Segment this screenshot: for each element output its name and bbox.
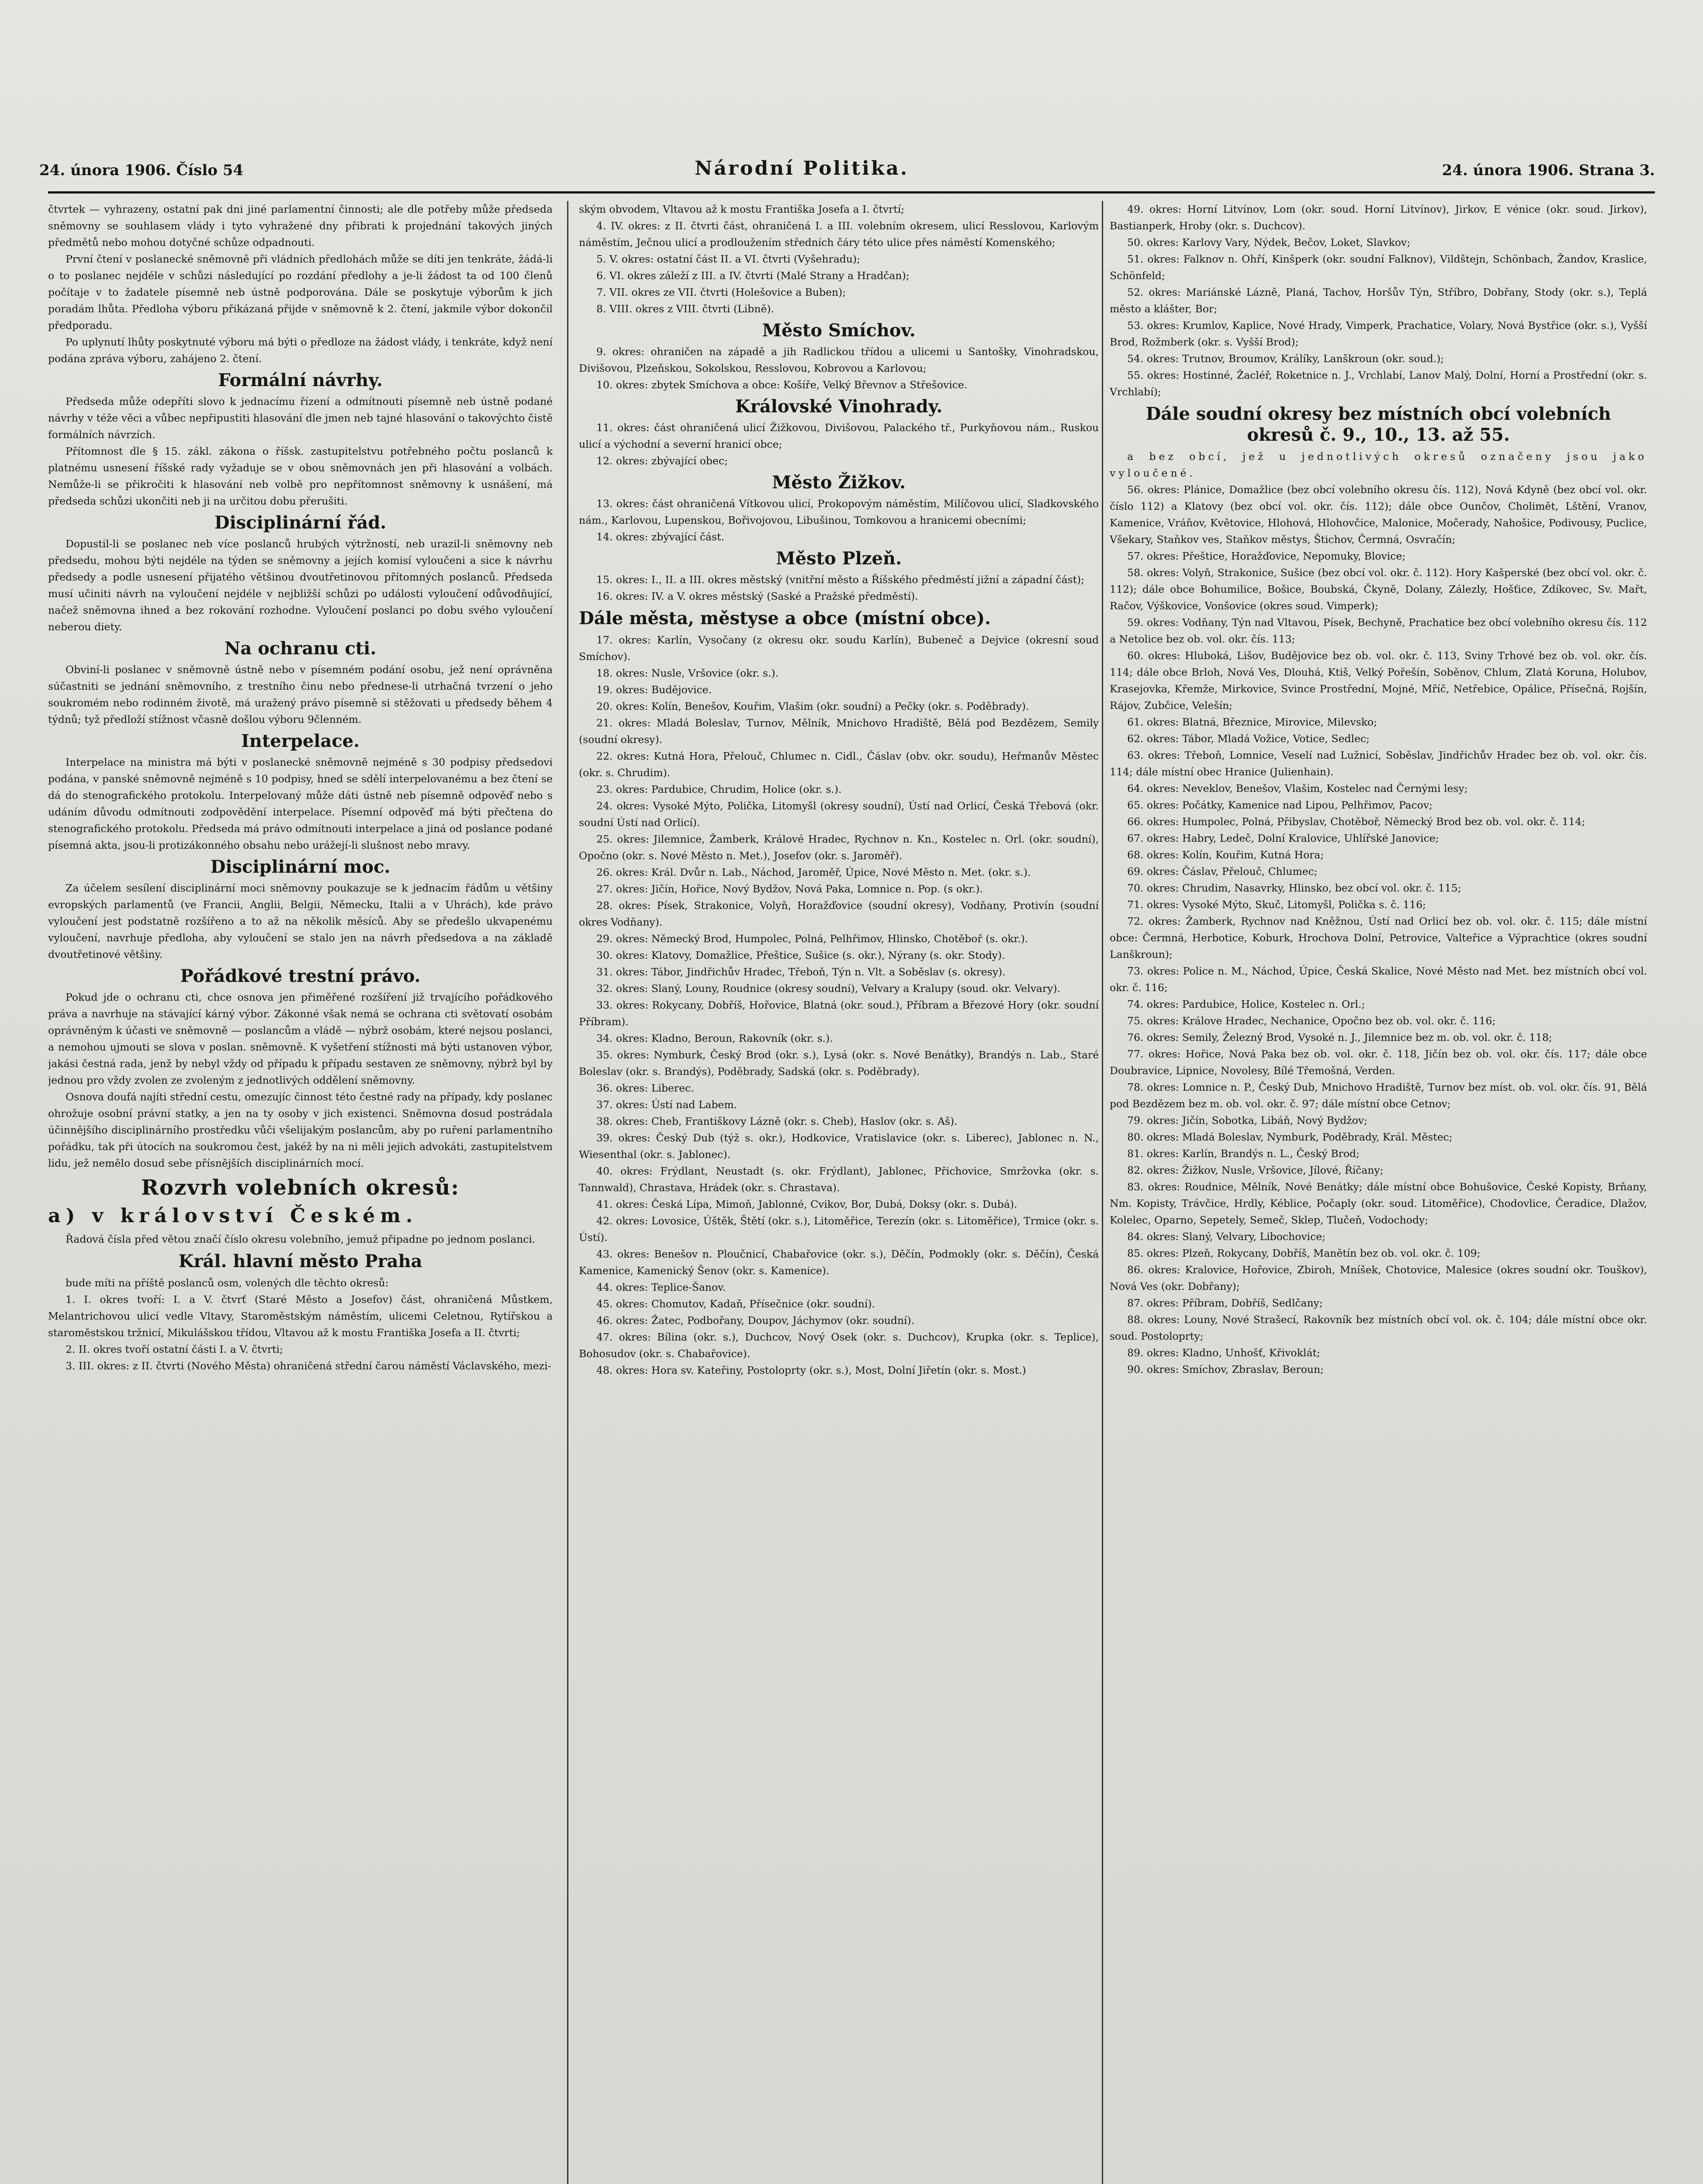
paragraph: 17. okres: Karlín, Vysočany (z okresu okr. soudu Karlín), Bubeneč a Dejvice (okresní soud Smíchov). (579, 634, 1099, 663)
paragraph: 12. okres: zbývající obec; (596, 455, 728, 467)
paragraph: 39. okres: Český Dub (týž s. okr.), Hodkovice, Vratislavice (okr. s. Liberec), Jablonec n. N., Wiesenthal (okr. s. Jablonec). (579, 1132, 1099, 1161)
section-heading: Město Žižkov. (772, 472, 906, 493)
paragraph: Obviní-li poslanec v sněmovně ústně nebo v písemném podání osobu, jež není oprávněna súčastniti se jednání sněmovního, z trestního činu nebo přednese-li utrhačná tvrzení o jeho soukromém nebo rodinném životě, má uražený právo písemně si stěžovati u předsedy během 4 týdnů; tyž předloží stížnost včasně došlou výboru 9členném. (48, 663, 553, 726)
paragraph: 3. III. okres: z II. čtvrti (Nového Města) ohraničená střední čarou náměstí Václavského, mezi- (66, 1360, 551, 1372)
paragraph: Pokud jde o ochranu cti, chce osnova jen přiměřené rozšíření již trvajícího pořádkového práva a navrhuje na stávající kárný výbor. Zákonné však nemá se ochrana cti světovatí osobám oprávněným k účasti ve sněmovně — poslancům a vládě — nýbrž osobám, které nejsou poslanci, a nemohou ujmouti se slova v poslan. sněmovně. K vyšetření stížnosti má býti ustanoven výbor, jakási čestná rada, jenž by nebyl vždy od případu k případu sestaven ze sněmovny, nýbrž byl by jednou pro vždy zvolen ze zvoleným z jednotlivých oddělení sněmovny. (48, 991, 553, 1086)
paragraph: 78. okres: Lomnice n. P., Český Dub, Mnichovo Hradiště, Turnov bez míst. ob. vol. okr. čís. 91, Bělá pod Bezdězem bez m. ob. vol. okr. č. 97; dále místní obce Cetnov; (1110, 1081, 1647, 1110)
paragraph: 23. okres: Pardubice, Chrudim, Holice (okr. s.). (596, 783, 842, 795)
paragraph: 49. okres: Horní Litvínov, Lom (okr. soud. Horní Litvínov), Jirkov, E vénice (okr. soud. Jirkov), Bastianperk, Hroby (okr. s. Duchcov). (1110, 203, 1647, 232)
paragraph: 20. okres: Kolín, Benešov, Kouřim, Vlašim (okr. soudní) a Pečky (okr. s. Poděbrady). (596, 700, 1029, 712)
paragraph: 47. okres: Bílina (okr. s.), Duchcov, Nový Osek (okr. s. Duchcov), Krupka (okr. s. Teplice), Bohosudov (okr. s. Chabařovice). (579, 1331, 1099, 1360)
paragraph: 64. okres: Neveklov, Benešov, Vlašim, Kostelec nad Černými lesy; (1127, 782, 1468, 795)
paragraph: 87. okres: Příbram, Dobříš, Sedlčany; (1127, 1297, 1323, 1309)
paragraph-spaced: a bez obcí, jež u jednotlivých okresů označeny jsou jako vyloučené. (1110, 450, 1647, 479)
paragraph: 8. VIII. okres z VIII. čtvrti (Libně). (596, 303, 774, 315)
section-heading: Disciplinární řád. (214, 512, 387, 533)
paragraph: 68. okres: Kolín, Kouřim, Kutná Hora; (1127, 849, 1324, 861)
paragraph: Předseda může odepříti slovo k jednacímu řízení a odmítnouti písemně neb ústně podané návrhy v téže věci a vůbec nepřipustiti hlasování dle jmen neb tajné hlasování o takovýchto čistě formálních návrzích. (48, 395, 553, 441)
paragraph: 85. okres: Plzeň, Rokycany, Dobříš, Manětín bez ob. vol. okr. č. 109; (1127, 1247, 1481, 1259)
paragraph: Osnova doufá najíti střední cestu, omezujíc činnost této čestné rady na případy, kdy poslanec ohrožuje osobní právní statky, a jen na ty osoby v jich existenci. Sněmovna dosud postrádala účinnějšího disciplinárního prostředku vůči všelijakým poslancům, aby po ruření parlamentního pořádku, tak při útocích na soukromou čest, jakéž by na ni měli jejich advokáti, zastupitelstvem lidu, jež nemělo dosud sebe přísnějších disciplinárních mocí. (48, 1091, 553, 1169)
paragraph: 84. okres: Slaný, Velvary, Libochovice; (1127, 1230, 1326, 1243)
paragraph: 65. okres: Počátky, Kamenice nad Lipou, Pelhřimov, Pacov; (1127, 799, 1433, 811)
paragraph: 53. okres: Krumlov, Kaplice, Nové Hrady, Vimperk, Prachatice, Volary, Nová Bystřice (okr. s.), Vyšší Brod, Rožmberk (okr. s. Vyšší Brod); (1110, 319, 1647, 348)
paragraph: 40. okres: Frýdlant, Neustadt (s. okr. Frýdlant), Jablonec, Přichovice, Smržovka (okr. s. Tannwald), Chrastava, Hrádek (okr. s. Chrastava). (579, 1165, 1099, 1194)
paragraph: 48. okres: Hora sv. Kateřiny, Postoloprty (okr. s.), Most, Dolní Jiřetín (okr. s. Most.) (596, 1364, 1026, 1376)
paragraph: 89. okres: Kladno, Unhošť, Křivoklát; (1127, 1347, 1320, 1359)
paragraph: 2. II. okres tvoří ostatní části I. a V. čtvrti; (66, 1343, 283, 1355)
paragraph: 35. okres: Nymburk, Český Brod (okr. s.), Lysá (okr. s. Nové Benátky), Brandýs n. Lab., Staré Boleslav (okr. s. Brandýs), Poděbrady, Sadská (okr. s. Poděbrady). (579, 1049, 1099, 1078)
paragraph: 57. okres: Přeštice, Horažďovice, Nepomuky, Blovice; (1127, 550, 1406, 562)
paragraph: 5. V. okres: ostatní část II. a VI. čtvrti (Vyšehradu); (596, 253, 860, 265)
paragraph: 27. okres: Jičín, Hořice, Nový Bydžov, Nová Paka, Lomnice n. Pop. (s okr.). (596, 883, 983, 895)
section-heading: Pořádkové trestní právo. (180, 966, 421, 986)
section-heading: Dále města, městyse a obce (místní obce). (579, 608, 991, 629)
column-1 (48, 201, 553, 2184)
paragraph: 26. okres: Král. Dvůr n. Lab., Náchod, Jaroměř, Úpice, Nové Město n. Met. (okr. s.). (596, 866, 1031, 878)
paragraph: 59. okres: Vodňany, Týn nad Vltavou, Písek, Bechyně, Prachatice bez obcí volebního okresu čís. 112 a Netolice bez ob. vol. okr. čís. 113; (1110, 616, 1647, 645)
paragraph: 33. okres: Rokycany, Dobříš, Hořovice, Blatná (okr. soud.), Příbram a Březové Hory (okr. soudní Příbram). (579, 999, 1099, 1028)
paragraph: 4. IV. okres: z II. čtvrti část, ohraničená I. a III. volebním okresem, ulicí Resslovou, Karlovým náměstím, Ječnou ulicí a prodloužením středních čáry této ulice přes náměstí Komenského; (579, 220, 1099, 249)
section-heading: Interpelace. (241, 731, 360, 751)
paragraph: 67. okres: Habry, Ledeč, Dolní Kralovice, Uhlířské Janovice; (1127, 832, 1439, 844)
paragraph: Řadová čísla před větou značí číslo okresu volebního, jemuž připadne po jednom poslanci. (66, 1233, 536, 1245)
paragraph: 24. okres: Vysoké Mýto, Polička, Litomyšl (okresy soudní), Ústí nad Orlicí, Česká Třebová (okr. soudní Ústí nad Orlicí). (579, 800, 1099, 829)
paragraph: 41. okres: Česká Lípa, Mimoň, Jablonné, Cvikov, Bor, Dubá, Doksy (okr. s. Dubá). (596, 1198, 1018, 1210)
paragraph: 43. okres: Benešov n. Ploučnicí, Chabařovice (okr. s.), Děčín, Podmokly (okr. s. Děčín), Česká Kamenice, Kamenický Šenov (okr. s. Kamenice). (579, 1248, 1099, 1277)
paragraph: ským obvodem, Vltavou až k mostu Františka Josefa a I. čtvrtí; (579, 203, 905, 215)
section-heading: Disciplinární moc. (210, 857, 391, 877)
paragraph: 80. okres: Mladá Boleslav, Nymburk, Poděbrady, Král. Městec; (1127, 1131, 1453, 1143)
paragraph: 88. okres: Louny, Nové Strašecí, Rakovník bez místních obcí vol. ok. č. 104; dále místní obce okr. soud. Postoloprty; (1110, 1313, 1647, 1342)
paragraph: 74. okres: Pardubice, Holice, Kostelec n. Orl.; (1127, 998, 1365, 1010)
paragraph: 56. okres: Plánice, Domažlice (bez obcí volebního okresu čís. 112), Nová Kdyně (bez obcí vol. okr. číslo 112) a Klatovy (bez obcí vol. okr. čís. 112); dále obce Ounčov, Cholimět, Lštění, Vranov, Kamenice, Vráňov, Květovice, Hlohová, Hlohovčice, Malonice, Močerady, Nahošice, Podivousy, Puclice, Všekary, Staňkov ves, Staňkov městys, Štichov, Čermná, Osvračín; (1110, 484, 1647, 546)
paragraph: 9. okres: ohraničen na západě a jih Radlickou třídou a ulicemi u Santošky, Vinohradskou, Divišovou, Plzeňskou, Sokolskou, Resslovou, Kobrovou a Karlovou; (579, 346, 1099, 374)
column-divider (1102, 201, 1103, 2184)
paragraph: 54. okres: Trutnov, Broumov, Králíky, Lanškroun (okr. soud.); (1127, 352, 1444, 365)
paragraph: 42. okres: Lovosice, Úštěk, Štětí (okr. s.), Litoměřice, Terezín (okr. s. Litoměřice), Trmice (okr. s. Ústí). (579, 1215, 1099, 1244)
paragraph: 46. okres: Žatec, Podbořany, Doupov, Jáchymov (okr. soudní). (596, 1314, 915, 1327)
paragraph: 37. okres: Ústí nad Labem. (596, 1099, 737, 1111)
header-rule (48, 191, 1655, 194)
paragraph: Po uplynutí lhůty poskytnuté výboru má býti o předloze na žádost vlády, i tenkráte, když není podána zpráva výboru, zahájeno 2. čtení. (48, 336, 553, 365)
paragraph: 72. okres: Žamberk, Rychnov nad Kněžnou, Ústí nad Orlicí bez ob. vol. okr. č. 115; dále místní obce: Čermná, Herbotice, Koburk, Hrochova Dolní, Petrovice, Valteřice a Výprachtice (okres soudní Lanškroun); (1110, 915, 1647, 961)
paragraph: Za účelem sesílení disciplinární moci sněmovny poukazuje se k jednacím řádům u většiny evropských parlamentů (ve Francii, Anglii, Belgii, Německu, Italii a v Uhrách), kde právo vyloučení jest podstatně rozšířeno a to až na několik měsíců. Aby se předešlo ukvapenému vyloučení, navrhuje předloha, aby vyloučení se stalo jen na návrh předsedova a na základě dvoutřetinové většiny. (48, 882, 553, 961)
section-heading-large: Rozvrh volebních okresů: (141, 1175, 460, 1200)
paragraph: 7. VII. okres ze VII. čtvrti (Holešovice a Buben); (596, 286, 846, 298)
paragraph: bude míti na příště poslanců osm, volených dle těchto okresů: (66, 1277, 389, 1289)
paragraph: 82. okres: Žižkov, Nusle, Vršovice, Jílové, Říčany; (1127, 1164, 1384, 1176)
paragraph: 69. okres: Čáslav, Přelouč, Chlumec; (1127, 865, 1318, 878)
paragraph: 61. okres: Blatná, Březnice, Mirovice, Milevsko; (1127, 716, 1377, 728)
paragraph: 15. okres: I., II. a III. okres městský (vnitřní město a Říšského předměstí jižní a západní část); (596, 574, 1085, 586)
paragraph: Interpelace na ministra má býti v poslanecké sněmovně nejméně s 30 podpisy předsedovi podána, v panské sněmovně nejméně s 10 podpisy, hned se sdělí interpelovanému a bez čtení se dá do stenografického protokolu. Interpelovaný může dáti ústně neb písemně odpověď nebo s udáním důvodu odmítnouti zodpovědění interpelace. Písemní odpověď má býti přečtena do stenografického protokolu. Předseda má právo odmítnouti interpelace a jiná od poslance podané písemná akta, jsou-li protizákonného obsahu nebo urážejí-li slušnost nebo mravy. (48, 756, 553, 851)
paragraph: 38. okres: Cheb, Františkovy Lázně (okr. s. Cheb), Haslov (okr. s. Aš). (596, 1115, 958, 1127)
paragraph: 44. okres: Teplice-Šanov. (596, 1281, 726, 1293)
paragraph: 77. okres: Hořice, Nová Paka bez ob. vol. okr. č. 118, Jičín bez ob. vol. okr. čís. 117; dále obce Doubravice, Lipnice, Novolesy, Bílé Třemošná, Verden. (1110, 1048, 1647, 1077)
paragraph: 75. okres: Králove Hradec, Nechanice, Opočno bez ob. vol. okr. č. 116; (1127, 1015, 1496, 1027)
paragraph: 16. okres: IV. a V. okres městský (Saské a Pražské předměstí). (596, 590, 918, 602)
paragraph: 50. okres: Karlovy Vary, Nýdek, Bečov, Loket, Slavkov; (1127, 236, 1411, 249)
paragraph: 51. okres: Falknov n. Ohří, Kinšperk (okr. soudní Falknov), Vildštejn, Schönbach, Žandov, Kraslice, Schönfeld; (1110, 253, 1647, 282)
paragraph: 83. okres: Roudnice, Mělník, Nové Benátky; dále místní obce Bohušovice, České Kopisty, Brňany, Nm. Kopisty, Trávčice, Hrdly, Kéblice, Počaply (okr. soud. Litoměřice), Chodovlice, Čeradice, Dlažov, Kolelec, Oparno, Sepetely, Semeč, Sklep, Tlučeň, Vodochody; (1110, 1181, 1647, 1226)
paragraph: 21. okres: Mladá Boleslav, Turnov, Mělník, Mnichovo Hradiště, Bělá pod Bezdězem, Semily (soudní okresy). (579, 717, 1099, 746)
paragraph: 55. okres: Hostinné, Žacléř, Roketnice n. J., Vrchlabí, Lanov Malý, Dolní, Horní a Prostřední (okr. s. Vrchlabí); (1110, 369, 1647, 398)
paragraph: 63. okres: Třeboň, Lomnice, Veselí nad Lužnicí, Soběslav, Jindřichův Hradec bez ob. vol. okr. čís. 114; dále místní obec Hranice (Julienhain). (1110, 749, 1647, 778)
paragraph: 81. okres: Karlín, Brandýs n. L., Český Brod; (1127, 1147, 1360, 1160)
paragraph: 11. okres: část ohraničená ulicí Žižkovou, Divišovou, Palackého tř., Purkyňovou nám., Ruskou ulicí a východní a severní hranicí obce; (579, 422, 1099, 450)
paragraph: 14. okres: zbývající část. (596, 531, 724, 543)
paragraph: Přítomnost dle § 15. zákl. zákona o říšsk. zastupitelstvu potřebného počtu poslanců k platnému usnesení říšské rady vyžaduje se v obou sněmovnách jen při hlasování a volbách. Nemůže-li se přikročiti k hlasování neb volbě pro nepřítomnost sněmovny k usnášení, má předseda schůzi ukončiti neb ji na určitou dobu přerušiti. (48, 445, 553, 507)
paragraph: 71. okres: Vysoké Mýto, Skuč, Litomyšl, Polička s. č. 116; (1127, 898, 1426, 911)
section-heading: Město Plzeň. (776, 548, 902, 569)
paragraph: 19. okres: Budějovice. (596, 684, 712, 696)
paragraph: 31. okres: Tábor, Jindřichův Hradec, Třeboň, Týn n. Vlt. a Soběslav (s. okresy). (596, 966, 1006, 978)
column-3 (1110, 201, 1647, 2184)
section-heading: Král. hlavní město Praha (178, 1251, 422, 1272)
section-heading: Město Smíchov. (762, 320, 916, 341)
paragraph: 60. okres: Hluboká, Lišov, Budějovice bez ob. vol. okr. č. 113, Sviny Trhové bez ob. vol. okr. čís. 114; dále obce Brloh, Nová Ves, Dlouhá, Ktiš, Velký Pořešín, Soběnov, Chlum, Zlatá Koruna, Holubov, Krasejovka, Křemže, Mirkovice, Svince Prostřední, Mojné, Mříč, Netřebice, Opálice, Přísečná, Rojšín, Rájov, Zubčice, Velešín; (1110, 650, 1647, 712)
paragraph: 66. okres: Humpolec, Polná, Přibyslav, Chotěboř, Německý Brod bez ob. vol. okr. č. 114; (1127, 816, 1585, 828)
section-heading: Na ochranu cti. (224, 638, 377, 659)
paragraph: 62. okres: Tábor, Mladá Vožice, Votice, Sedlec; (1127, 733, 1370, 745)
section-heading-spaced: a) v království Českém. (48, 1205, 418, 1227)
paragraph: 76. okres: Semily, Železný Brod, Vysoké n. J., Jilemnice bez m. ob. vol. okr. č. 118; (1127, 1031, 1552, 1044)
paragraph: 73. okres: Police n. M., Náchod, Úpice, Česká Skalice, Nové Město nad Met. bez místních obcí vol. okr. č. 116; (1110, 965, 1647, 994)
paragraph: 86. okres: Kralovice, Hořovice, Zbiroh, Mníšek, Chotovice, Malesice (okres soudní okr. Touškov), Nová Ves (okr. Dobřany); (1110, 1264, 1647, 1292)
issue-date-right: 24. února 1906. Strana 3. (1442, 162, 1655, 179)
paragraph: 1. I. okres tvoří: I. a V. čtvrť (Staré Město a Josefov) část, ohraničená Můstkem, Melantrichovou ulicí vedle Vltavy, Staroměstským náměstím, ulicemi Celetnou, Rytířskou a staroměstskou tržnicí, Mikulášskou třídou, Vltavou až k mostu Františka Josefa a II. čtvrti; (48, 1293, 553, 1339)
paragraph: 18. okres: Nusle, Vršovice (okr. s.). (596, 667, 779, 679)
newspaper-title: Národní Politika. (695, 157, 909, 180)
paragraph: 25. okres: Jilemnice, Žamberk, Králové Hradec, Rychnov n. Kn., Kostelec n. Orl. (okr. soudní), Opočno (okr. s. Nové Město n. Met.), Josefov (okr. s. Jaroměř). (579, 833, 1099, 862)
column-divider (567, 201, 568, 2184)
section-heading: Formální návrhy. (218, 370, 383, 390)
masthead (22, 157, 1681, 183)
issue-date-left: 24. února 1906. Číslo 54 (39, 162, 244, 179)
paragraph: 52. okres: Mariánské Lázně, Planá, Tachov, Horšův Týn, Stříbro, Dobřany, Stody (okr. s.), Teplá město a klášter, Bor; (1110, 286, 1647, 315)
paragraph: 28. okres: Písek, Strakonice, Volyň, Horažďovice (soudní okresy), Vodňany, Protivín (soudní okres Vodňany). (579, 899, 1099, 928)
paragraph: čtvrtek — vyhrazeny, ostatní pak dni jiné parlamentní činnosti; ale dle potřeby může předseda sněmovny se souhlasem vlády i tyto vyhražené dny přibrati k projednání takových jiných předmětů nebo mohou dotyčné schůze odpadnouti. (48, 203, 553, 249)
paragraph: 22. okres: Kutná Hora, Přelouč, Chlumec n. Cidl., Čáslav (obv. okr. soudu), Heřmanův Městec (okr. s. Chrudim). (579, 750, 1099, 779)
paragraph: 70. okres: Chrudim, Nasavrky, Hlinsko, bez obcí vol. okr. č. 115; (1127, 882, 1461, 894)
paragraph: 58. okres: Volyň, Strakonice, Sušice (bez obcí vol. okr. č. 112). Hory Kašperské (bez obcí vol. okr. č. 112); dále obce Bohumilice, Bošice, Boubská, Čkyně, Dolany, Zálezly, Hošťice, Zdíkovec, Sv. Mařt, Račov, Výškovice, Vonšovice (okres soud. Vimperk); (1110, 567, 1647, 612)
paragraph: 13. okres: část ohraničená Vítkovou ulicí, Prokopovým náměstím, Milíčovou ulicí, Sladkovského nám., Karlovou, Lupenskou, Bořivojovou, Libušinou, Tomkovou a hranicemi obecními; (579, 498, 1099, 526)
paragraph: 30. okres: Klatovy, Domažlice, Přeštice, Sušice (s. okr.), Nýrany (s. okr. Stody). (596, 949, 1005, 961)
paragraph: 34. okres: Kladno, Beroun, Rakovník (okr. s.). (596, 1032, 833, 1044)
paragraph: 10. okres: zbytek Smíchova a obce: Košíře, Velký Břevnov a Střešovice. (596, 379, 968, 391)
paragraph: První čtení v poslanecké sněmovně při vládních předlohách může se díti jen tenkráte, žádá-li o to poslanec nejdéle v schůzi následující po rozdání předlohy a je-li žádost ta od 100 členů počítaje v to žadatele písemně neb ústně podporována. Dále se poskytuje výborům k jich poradám lhůta. Předloha výboru přikázaná přijde v sněmovně k 2. čtení, jakmile výbor dokončil předporadu. (48, 253, 553, 332)
section-heading: Královské Vinohrady. (735, 396, 943, 417)
paragraph: 79. okres: Jičín, Sobotka, Libáň, Nový Bydžov; (1127, 1114, 1367, 1127)
paragraph: 36. okres: Liberec. (596, 1082, 694, 1094)
paragraph: 6. VI. okres záleží z III. a IV. čtvrti (Malé Strany a Hradčan); (596, 270, 910, 282)
paragraph: 90. okres: Smíchov, Zbraslav, Beroun; (1127, 1363, 1324, 1375)
paragraph: Dopustil-li se poslanec neb více poslanců hrubých výtržností, neb urazil-li sněmovny neb předsedu, mohou býti nejdéle na týden se sněmovny a jejích komisí vyloučeni a sice k návrhu předsedy a podle usnesení přijatého většinou dvoutřetinovou přítomných poslanců. Předseda musí učiniti návrh na vyloučení nejdéle v nejbližší schůzi po události vyloučení odůvodňující, načež sněmovna ihned a bez rokování rozhodne. Vyloučení poslanci po dobu svého vyloučení neberou diety. (48, 538, 553, 633)
paragraph: 32. okres: Slaný, Louny, Roudnice (okresy soudní), Velvary a Kralupy (soud. okr. Velvary). (596, 982, 1061, 995)
section-heading: Dále soudní okresy bez místních obcí volebních okresů č. 9., 10., 13. až 55. (1146, 404, 1611, 445)
paragraph: 29. okres: Německý Brod, Humpolec, Polná, Pelhřimov, Hlinsko, Chotěboř (s. okr.). (596, 933, 1028, 945)
paragraph: 45. okres: Chomutov, Kadaň, Přísečnice (okr. soudní). (596, 1298, 875, 1310)
column-2 (579, 201, 1099, 2184)
